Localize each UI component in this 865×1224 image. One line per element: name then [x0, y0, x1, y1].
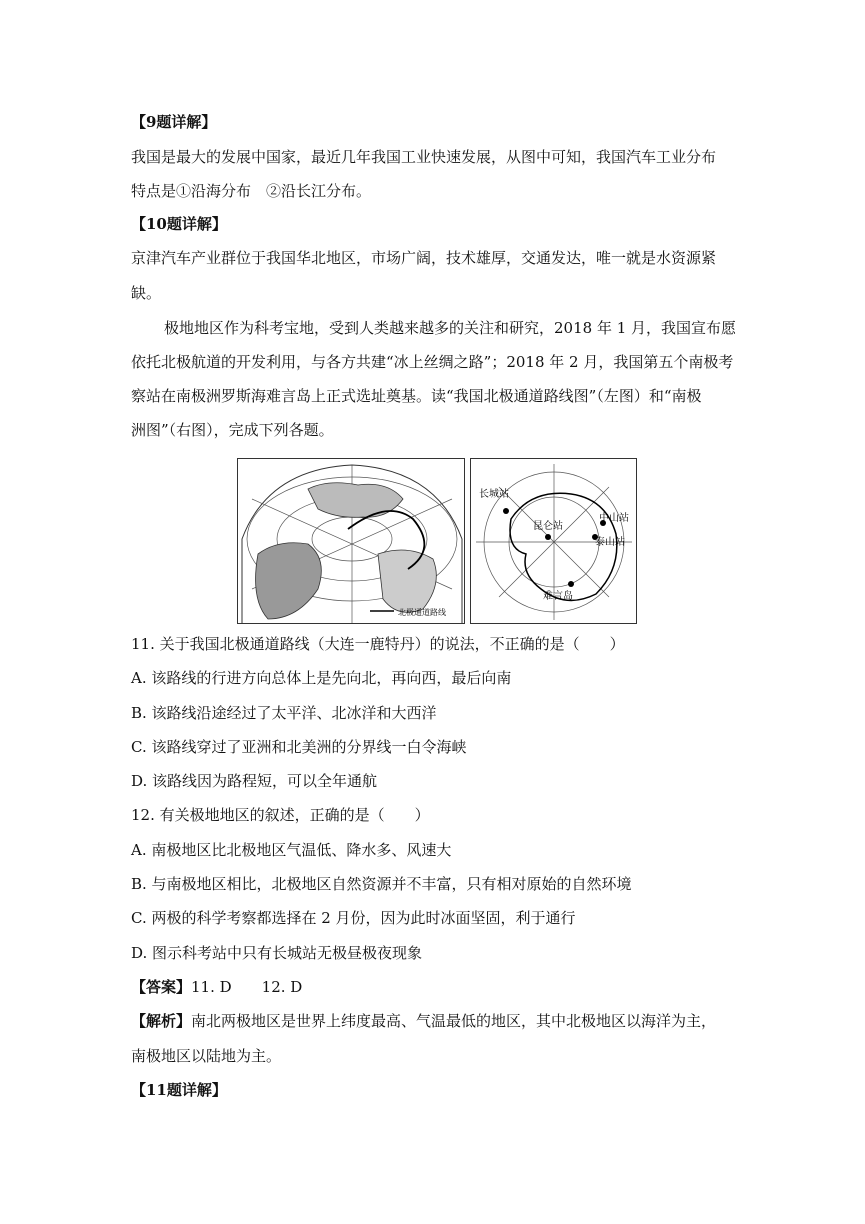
section9-heading: 【9题详解】	[131, 113, 217, 131]
arctic-route-map	[237, 458, 465, 624]
analysis-text-line1: 南北两极地区是世界上纬度最高、气温最低的地区，其中北极地区以海洋为主，	[191, 1012, 717, 1030]
q12-stem: 12. 有关极地地区的叙述，正确的是（ ）	[131, 806, 430, 824]
intro-line3: 察站在南极洲罗斯海难言岛上正式选址奠基。读“我国北极通道路线图”（左图）和“南极	[131, 387, 702, 405]
q12-option-d: D. 图示科考站中只有长城站无极昼极夜现象	[131, 944, 423, 962]
section11-heading: 【11题详解】	[131, 1081, 227, 1099]
section9-paragraph-line2: 特点是①沿海分布 ②沿长江分布。	[131, 182, 372, 200]
section9-paragraph-line1: 我国是最大的发展中国家，最近几年我国工业快速发展，从图中可知，我国汽车工业分布	[131, 148, 717, 166]
answer-label: 【答案】	[131, 978, 192, 996]
arctic-map-graphic	[238, 459, 465, 624]
answer-text: 11. D 12. D	[191, 978, 303, 996]
analysis-label: 【解析】	[131, 1012, 192, 1030]
q12-option-a: A. 南极地区比北极地区气温低、降水多、风速大	[131, 841, 452, 859]
intro-line4: 洲图”（右图），完成下列各题。	[131, 421, 334, 439]
antarctica-map	[470, 458, 637, 624]
great-wall-station-label: 长城站	[479, 489, 509, 500]
map-figure	[237, 458, 637, 624]
kunlun-station-label: 昆仑站	[533, 521, 563, 532]
q11-stem: 11. 关于我国北极通道路线（大连一鹿特丹）的说法，不正确的是（ ）	[131, 635, 625, 653]
q12-option-c: C. 两极的科学考察都选择在 2 月份，因为此时冰面坚固，利于通行	[131, 909, 576, 927]
q11-option-c: C. 该路线穿过了亚洲和北美洲的分界线一白令海峡	[131, 738, 467, 756]
analysis-line1	[131, 1011, 716, 1031]
section10-paragraph-line1: 京津汽车产业群位于我国华北地区，市场广阔，技术雄厚，交通发达，唯一就是水资源紧	[131, 249, 717, 267]
zhongshan-station-label: 中山站	[599, 513, 629, 524]
analysis-line2: 南极地区以陆地为主。	[131, 1047, 282, 1065]
intro-line2: 依托北极航道的开发利用，与各方共建“冰上丝绸之路”；2018 年 2 月，我国第五个南极考	[131, 353, 734, 371]
section10-heading: 【10题详解】	[131, 215, 227, 233]
intro-line1: 极地地区作为科考宝地，受到人类越来越多的关注和研究，2018 年 1 月，我国宣布愿	[164, 319, 737, 337]
q12-option-b: B. 与南极地区相比，北极地区自然资源并不丰富，只有相对原始的自然环境	[131, 875, 632, 893]
section10-paragraph-line2: 缺。	[131, 284, 162, 302]
nanyan-island-label: 难言岛	[543, 591, 573, 602]
q11-option-a: A. 该路线的行进方向总体上是先向北，再向西，最后向南	[131, 669, 512, 687]
arctic-map-legend: 北极通道路线	[398, 608, 446, 617]
antarctica-map-graphic	[471, 459, 637, 624]
q11-option-d: D. 该路线因为路程短，可以全年通航	[131, 772, 378, 790]
taishan-station-label: 泰山站	[595, 537, 625, 548]
q11-option-b: B. 该路线沿途经过了太平洋、北冰洋和大西洋	[131, 704, 437, 722]
answer-line	[131, 977, 302, 997]
